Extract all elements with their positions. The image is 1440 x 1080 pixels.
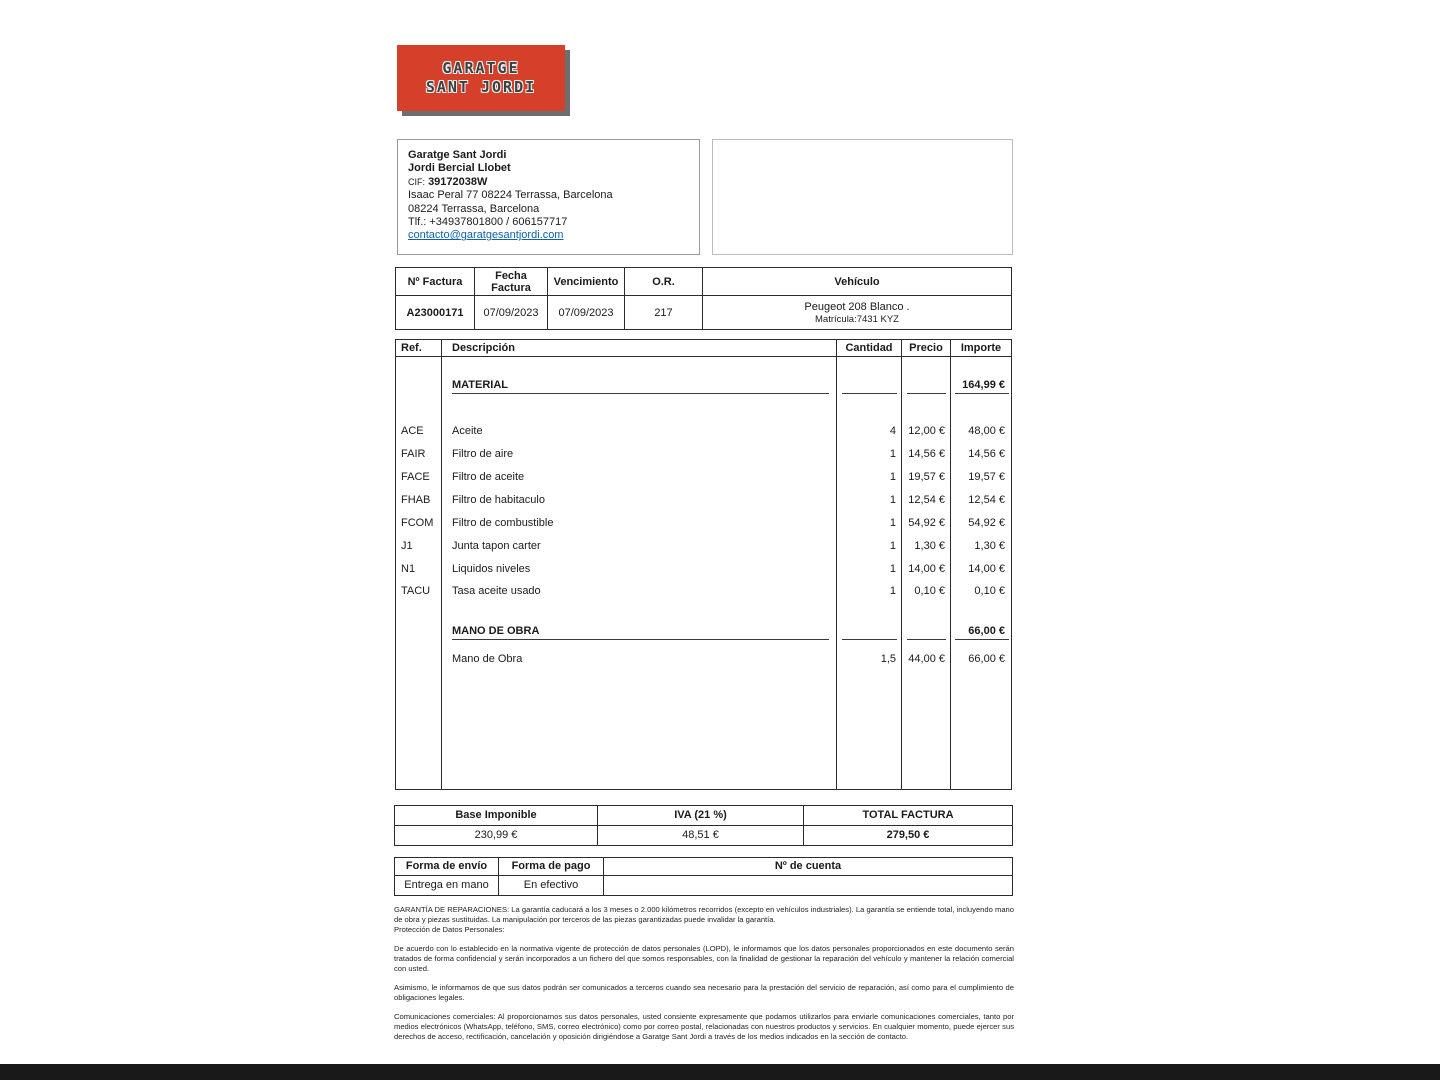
cif-label: CIF: bbox=[408, 176, 425, 187]
section-rule bbox=[907, 625, 946, 640]
item-amount: 12,54 € bbox=[968, 493, 1005, 506]
item-ref: FCOM bbox=[401, 516, 434, 529]
price-column-header: Precio bbox=[902, 340, 951, 356]
quantity-column-header: Cantidad bbox=[837, 340, 902, 356]
invoice-date-header: Fecha Factura bbox=[475, 268, 548, 296]
section-rule bbox=[842, 379, 897, 394]
item-quantity: 1 bbox=[889, 493, 896, 506]
legal-paragraph-data-protection-title: Protección de Datos Personales: bbox=[394, 925, 505, 935]
item-quantity: 1 bbox=[889, 516, 896, 529]
item-description: Filtro de aire bbox=[452, 447, 514, 460]
item-row bbox=[396, 560, 1011, 577]
invoice-number-value: A23000171 bbox=[396, 296, 475, 329]
ref-column-header: Ref. bbox=[396, 340, 442, 356]
item-price: 44,00 € bbox=[908, 652, 945, 665]
item-row bbox=[396, 537, 1011, 554]
payment-header-row bbox=[395, 858, 1012, 876]
item-quantity: 1 bbox=[889, 562, 896, 575]
base-imponible-header: Base Imponible bbox=[395, 806, 598, 825]
item-quantity: 1 bbox=[889, 584, 896, 597]
or-number-header: O.R. bbox=[625, 268, 703, 296]
item-amount: 19,57 € bbox=[968, 470, 1005, 483]
item-quantity: 1 bbox=[889, 470, 896, 483]
item-description: Aceite bbox=[452, 424, 483, 437]
item-row bbox=[396, 422, 1011, 439]
item-amount: 66,00 € bbox=[968, 652, 1005, 665]
invoice-info-header-row bbox=[396, 268, 1011, 296]
invoice-date-value: 07/09/2023 bbox=[475, 296, 548, 329]
item-price: 54,92 € bbox=[908, 516, 945, 529]
item-ref: FACE bbox=[401, 470, 430, 483]
account-number-header: Nº de cuenta bbox=[774, 860, 842, 872]
iva-header: IVA (21 %) bbox=[598, 806, 804, 825]
item-ref: ACE bbox=[401, 424, 424, 437]
item-ref: TACU bbox=[401, 584, 431, 597]
item-price: 14,56 € bbox=[908, 447, 945, 460]
iva-value: 48,51 € bbox=[598, 826, 804, 845]
legal-paragraph-lopd: De acuerdo con lo establecido en la normativa vigente de protección de datos personales (LOPD), le informamos que los datos personales proporcionados en este documento serán tratados de forma confidencial y serán incorporados a un fichero del que somos responsables, con la finalidad de gestionar la reparación del vehículo y mantener la relación comercial con usted. bbox=[394, 944, 1014, 974]
item-ref: N1 bbox=[401, 562, 416, 575]
cif-value: 39172038W bbox=[428, 175, 488, 188]
invoice-info-value-row bbox=[396, 296, 1011, 329]
item-quantity: 1,5 bbox=[880, 652, 896, 665]
item-description: Filtro de combustible bbox=[452, 516, 554, 529]
item-row bbox=[396, 491, 1011, 508]
base-imponible-value: 230,99 € bbox=[395, 826, 598, 845]
item-description: Tasa aceite usado bbox=[452, 584, 541, 597]
totals-value-row bbox=[395, 826, 1012, 845]
section-title-material: MATERIAL bbox=[452, 379, 829, 394]
section-rule bbox=[907, 379, 946, 394]
item-description: Junta tapon carter bbox=[452, 539, 541, 552]
item-description: Filtro de aceite bbox=[452, 470, 525, 483]
item-amount: 54,92 € bbox=[968, 516, 1005, 529]
items-table-body bbox=[396, 357, 1011, 789]
amount-column-header: Importe bbox=[960, 342, 1002, 354]
payment-value-row bbox=[395, 876, 1012, 895]
brand-logo-line2: SANT JORDI bbox=[425, 78, 537, 96]
legal-text bbox=[394, 905, 1014, 1051]
shipping-method-header: Forma de envío bbox=[395, 858, 499, 875]
item-row bbox=[396, 514, 1011, 531]
item-description: Filtro de habitaculo bbox=[452, 493, 545, 506]
company-address-line2: 08224 Terrassa, Barcelona bbox=[408, 202, 540, 215]
shipping-method-value: Entrega en mano bbox=[395, 876, 499, 895]
item-row bbox=[396, 468, 1011, 485]
item-row bbox=[396, 650, 1011, 667]
payment-method-value: En efectivo bbox=[499, 876, 604, 895]
company-info-box bbox=[397, 139, 700, 255]
item-amount: 48,00 € bbox=[968, 424, 1005, 437]
item-amount: 0,10 € bbox=[974, 584, 1005, 597]
item-quantity: 1 bbox=[889, 539, 896, 552]
payment-table bbox=[394, 857, 1013, 896]
legal-paragraph-commercial: Comunicaciones comerciales: Al proporcionarnos sus datos personales, usted consiente expresamente que podamos utilizarlos para enviarle comunicaciones comerciales, tanto por medios electrónicos (WhatsApp, teléfono, SMS, correo electrónico) como por correo postal, relacionadas con nuestros productos y servicios. En cualquier momento, puede ejercer sus derechos de acceso, rectificación, cancelación y oposición dirigiéndose a Garatge Sant Jordi a través de los medios indicados en la sección de contacto. bbox=[394, 1012, 1014, 1042]
due-date-value: 07/09/2023 bbox=[548, 296, 625, 329]
company-owner: Jordi Bercial Llobet bbox=[408, 162, 511, 175]
company-name: Garatge Sant Jordi bbox=[408, 149, 507, 161]
item-amount: 14,56 € bbox=[968, 447, 1005, 460]
item-amount: 1,30 € bbox=[974, 539, 1005, 552]
item-quantity: 4 bbox=[889, 424, 896, 437]
section-total-material: 164,99 € bbox=[955, 379, 1009, 394]
item-description: Liquidos niveles bbox=[452, 562, 531, 575]
section-row-material bbox=[396, 379, 1011, 396]
total-factura-header: TOTAL FACTURA bbox=[862, 809, 954, 821]
item-price: 12,54 € bbox=[908, 493, 945, 506]
section-total-mano-de-obra: 66,00 € bbox=[955, 625, 1009, 640]
brand-logo-line1: GARATGE bbox=[442, 59, 520, 77]
item-row bbox=[396, 445, 1011, 462]
item-price: 19,57 € bbox=[908, 470, 945, 483]
legal-paragraph-third-parties: Asimismo, le informamos de que sus datos podrán ser comunicados a terceros cuando sea necesario para la prestación del servicio de reparación, así como para el cumplimiento de obligaciones legales. bbox=[394, 983, 1014, 1003]
item-price: 1,30 € bbox=[914, 539, 945, 552]
section-row-mano-de-obra bbox=[396, 625, 1011, 642]
invoice-info-table bbox=[395, 267, 1012, 330]
items-table bbox=[395, 339, 1012, 790]
item-amount: 14,00 € bbox=[968, 562, 1005, 575]
brand-logo bbox=[397, 45, 565, 111]
payment-method-header: Forma de pago bbox=[499, 858, 604, 875]
account-number-value bbox=[604, 876, 1012, 895]
vehicle-header: Vehículo bbox=[703, 268, 1011, 296]
company-address-line1: Isaac Peral 77 08224 Terrassa, Barcelona bbox=[408, 189, 613, 202]
or-number-value: 217 bbox=[625, 296, 703, 329]
totals-table bbox=[394, 805, 1013, 846]
vehicle-plate: Matrícula:7431 KYZ bbox=[815, 313, 899, 325]
vehicle-value bbox=[703, 296, 1011, 329]
item-price: 0,10 € bbox=[914, 584, 945, 597]
items-table-header bbox=[396, 340, 1011, 357]
item-price: 14,00 € bbox=[908, 562, 945, 575]
description-column-header: Descripción bbox=[442, 340, 837, 356]
item-price: 12,00 € bbox=[908, 424, 945, 437]
totals-header-row bbox=[395, 806, 1012, 826]
invoice-number-header: Nº Factura bbox=[396, 268, 475, 296]
customer-info-box bbox=[712, 139, 1013, 255]
company-cif-line bbox=[408, 176, 689, 189]
item-row bbox=[396, 582, 1011, 599]
item-description: Mano de Obra bbox=[452, 652, 523, 665]
item-ref: FHAB bbox=[401, 493, 431, 506]
vehicle-model: Peugeot 208 Blanco . bbox=[804, 300, 910, 313]
item-quantity: 1 bbox=[889, 447, 896, 460]
item-ref: J1 bbox=[401, 539, 413, 552]
total-factura-value: 279,50 € bbox=[886, 829, 930, 841]
section-title-mano-de-obra: MANO DE OBRA bbox=[452, 625, 829, 640]
company-email-link[interactable]: contacto@garatgesantjordi.com bbox=[408, 229, 564, 242]
legal-paragraph-warranty: GARANTÍA DE REPARACIONES: La garantía caducará a los 3 meses o 2.000 kilómetros recorridos (excepto en vehículos industriales). La garantía se entiende total, incluyendo mano de obra y piezas sustituidas. La manipulación por terceros de las piezas garantizadas puede invalidar la garantía. bbox=[394, 905, 1014, 925]
footer-bar bbox=[0, 1064, 1440, 1080]
company-phone: Tlf.: +34937801800 / 606157717 bbox=[408, 216, 568, 229]
section-rule bbox=[842, 625, 897, 640]
due-date-header: Vencimiento bbox=[548, 268, 625, 296]
item-ref: FAIR bbox=[401, 447, 426, 460]
